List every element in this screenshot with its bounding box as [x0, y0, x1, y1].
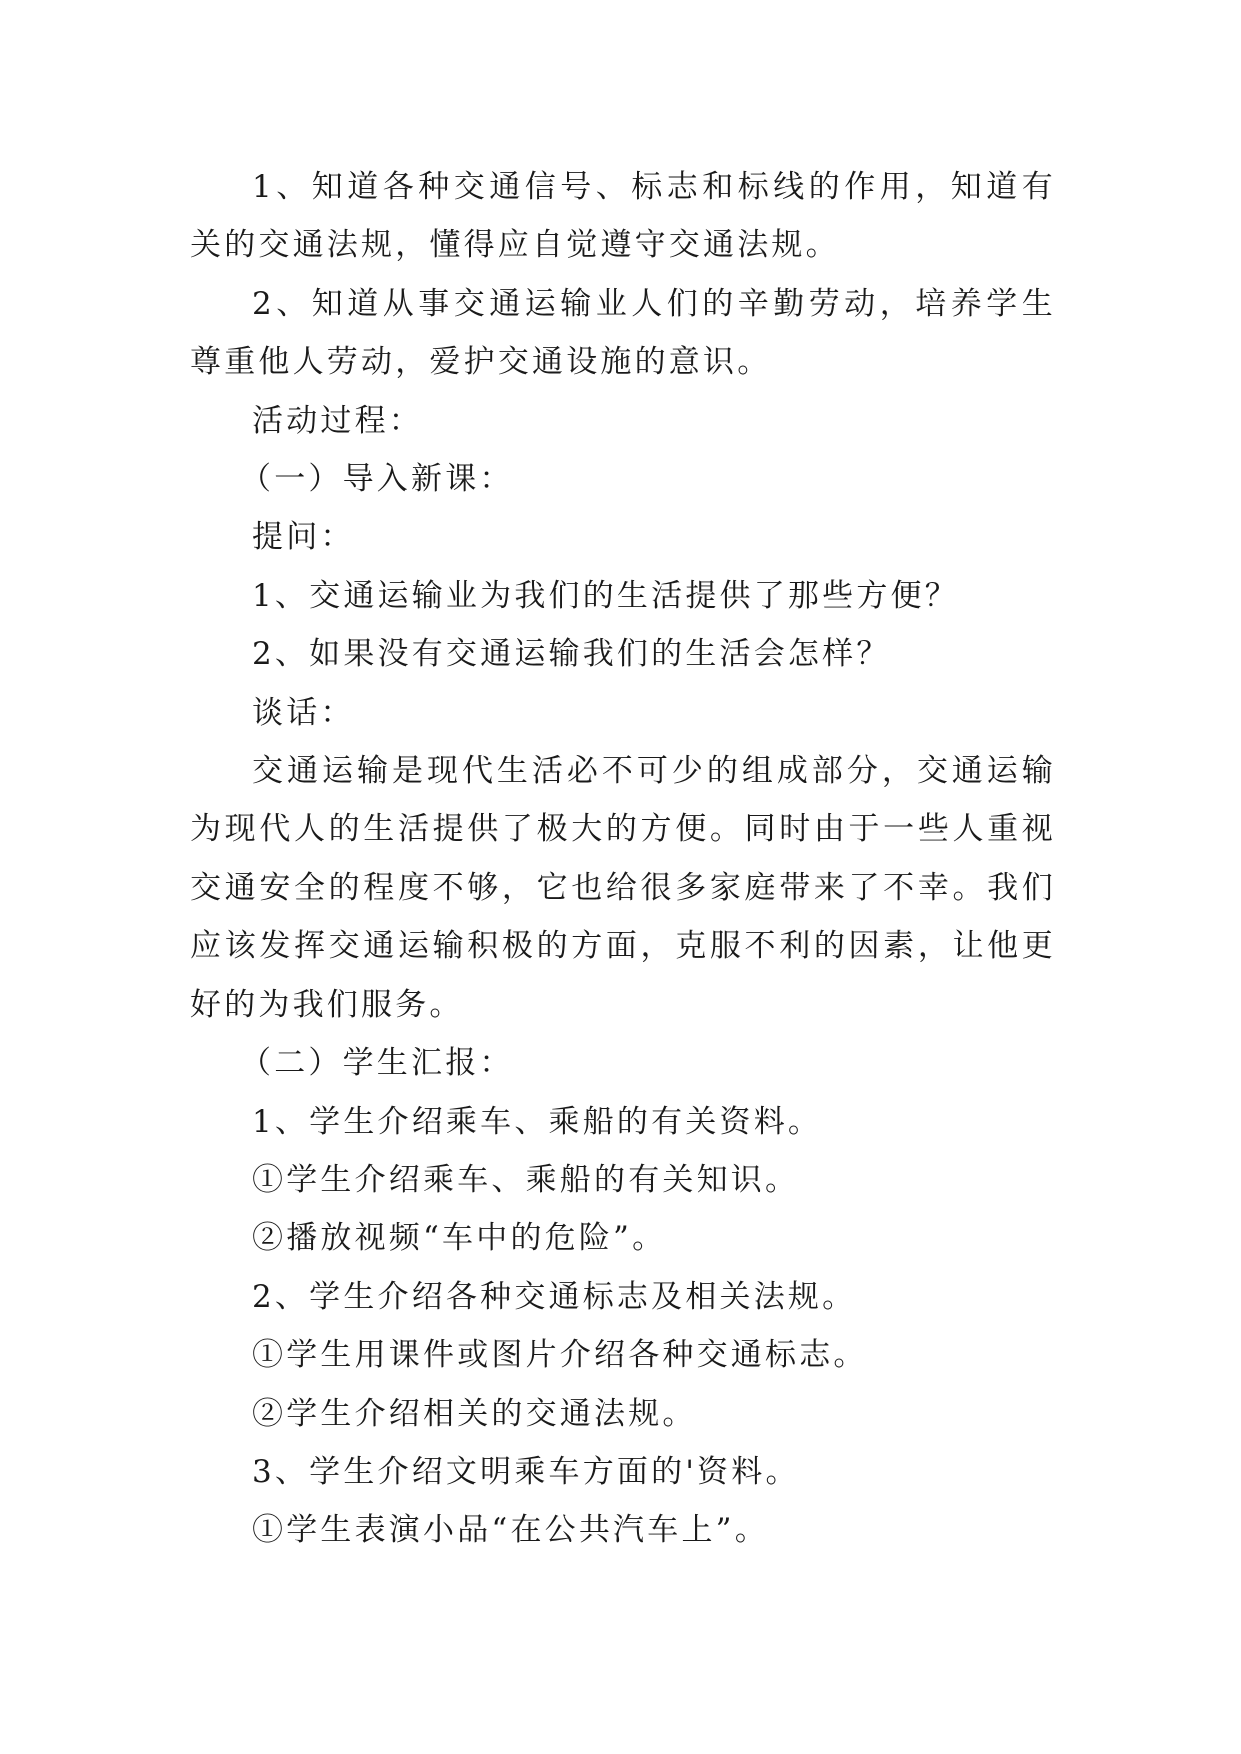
paragraph-report-1: 1、学生介绍乘车、乘船的有关资料。	[252, 1103, 823, 1140]
heading-section-1: （一）导入新课：	[240, 461, 514, 498]
paragraph-report-3: 3、学生介绍文明乘车方面的'资料。	[252, 1453, 800, 1490]
paragraph-report-2b: ②学生介绍相关的交通法规。	[252, 1395, 697, 1432]
label-questions: 提问：	[252, 519, 355, 556]
paragraph-question-1: 1、交通运输业为我们的生活提供了那些方便？	[252, 577, 959, 614]
paragraph-report-1b: ②播放视频“车中的危险”。	[252, 1220, 667, 1257]
heading-section-2: （二）学生汇报：	[240, 1045, 514, 1082]
document-body	[190, 158, 1056, 1560]
paragraph-talk: 交通运输是现代生活必不可少的组成部分，交通运输为现代人的生活提供了极大的方便。同时由于一些人重视交通安全的程度不够，它也给很多家庭带来了不幸。我们应该发挥交通运输积极的方面，克服不利的因素，让他更好的为我们服务。	[190, 753, 1056, 1023]
paragraph-report-2: 2、学生介绍各种交通标志及相关法规。	[252, 1278, 857, 1315]
paragraph-goal-2: 2、知道从事交通运输业人们的辛勤劳动，培养学生尊重他人劳动，爱护交通设施的意识。	[190, 285, 1056, 381]
label-talk: 谈话：	[252, 694, 355, 731]
heading-activity-process: 活动过程：	[252, 402, 423, 439]
paragraph-question-2: 2、如果没有交通运输我们的生活会怎样？	[252, 636, 891, 673]
paragraph-goal-1: 1、知道各种交通信号、标志和标线的作用，知道有关的交通法规，懂得应自觉遵守交通法规。	[190, 169, 1056, 264]
paragraph-report-1a: ①学生介绍乘车、乘船的有关知识。	[252, 1161, 800, 1198]
paragraph-report-2a: ①学生用课件或图片介绍各种交通标志。	[252, 1337, 868, 1374]
paragraph-report-3a: ①学生表演小品“在公共汽车上”。	[252, 1512, 769, 1549]
